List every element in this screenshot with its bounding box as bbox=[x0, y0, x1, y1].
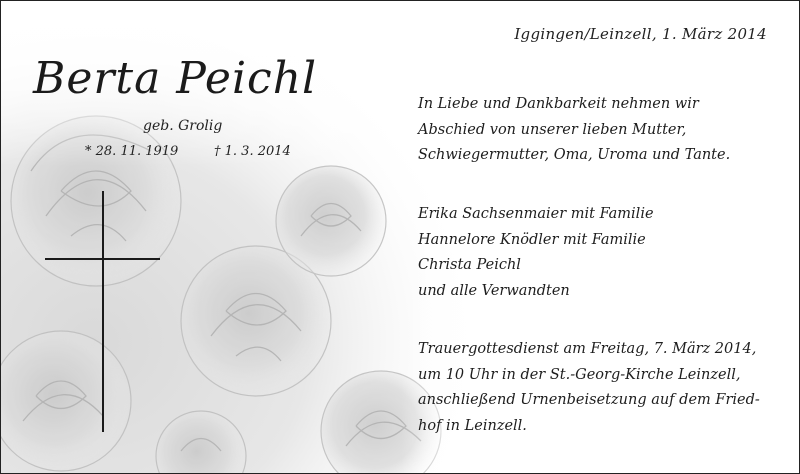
mourner-line: Christa Peichl bbox=[418, 257, 521, 273]
message-line: Abschied von unserer lieben Mutter, bbox=[418, 121, 687, 138]
place-and-date: Iggingen/Leinzell, 1. März 2014 bbox=[514, 25, 767, 43]
cross-icon bbox=[102, 191, 104, 432]
mourner-line: und alle Verwandten bbox=[418, 282, 570, 299]
message-line: Schwiegermutter, Oma, Uroma und Tante. bbox=[418, 147, 731, 163]
service-line: anschließend Urnenbeisetzung auf dem Fried- bbox=[418, 392, 760, 408]
service-line: hof in Leinzell. bbox=[418, 417, 527, 434]
birth-date: * 28. 11. 1919 bbox=[85, 144, 179, 159]
mourner-line: Erika Sachsenmaier mit Familie bbox=[418, 206, 654, 222]
deceased-name: Berta Peichl bbox=[33, 53, 318, 104]
mourners-list bbox=[418, 202, 654, 304]
cross-icon-beam bbox=[45, 258, 160, 260]
service-line: um 10 Uhr in der St.-Georg-Kirche Leinzell, bbox=[418, 366, 741, 383]
maiden-name: geb. Grolig bbox=[143, 118, 223, 134]
funeral-service-info bbox=[418, 337, 760, 439]
farewell-message bbox=[418, 92, 730, 169]
service-line: Trauergottesdienst am Freitag, 7. März 2014, bbox=[418, 341, 757, 357]
message-line: In Liebe und Dankbarkeit nehmen wir bbox=[418, 96, 699, 112]
mourner-line: Hannelore Knödler mit Familie bbox=[418, 231, 646, 248]
death-date: † 1. 3. 2014 bbox=[214, 144, 291, 159]
